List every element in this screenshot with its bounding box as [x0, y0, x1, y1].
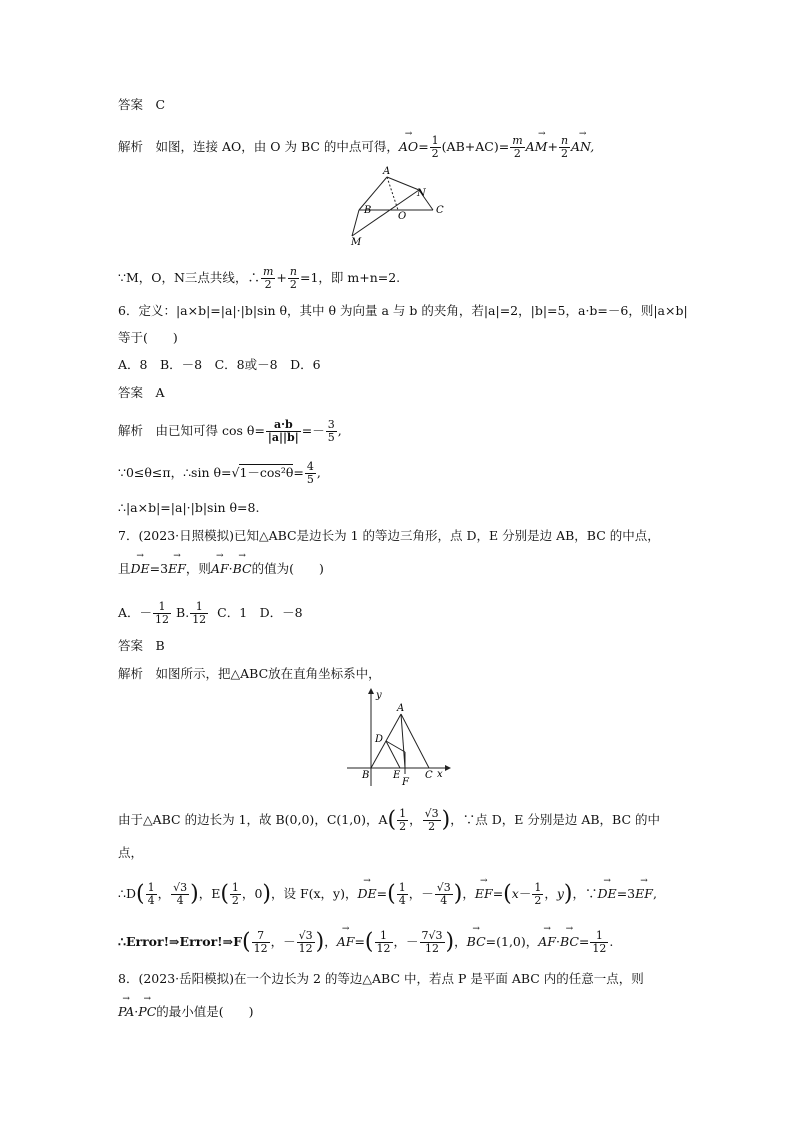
option-c-d: C．1 D．－8	[217, 605, 303, 620]
solution-text: ∵0≤θ≤π，∴sin θ=	[118, 465, 232, 480]
fraction-n-half: $\frac{n}{2}$	[289, 265, 297, 291]
fraction-four-fifths: $\frac{4}{5}$	[306, 460, 314, 486]
coordinate-diagram	[345, 686, 455, 790]
solution-text: 由于△ABC 的边长为 1，故 B(0,0)，C(1,0)，A	[118, 812, 388, 827]
solution-7-line-5: ∴Error!⇒Error!⇒F( $\frac{7}{12}$ ，－ $\frac{√3}{12}$ )，→ AF=( $\frac{1}{12}$ ，－ $\frac{7√3}{12}$ )，→ BC=(1,0)，→ AF·→ BC= $\frac{1}{12}$ .	[118, 930, 613, 955]
question-6-line-2: 等于( )	[118, 330, 178, 345]
vector-ef: → EF	[635, 886, 653, 902]
vector-bc: → BC	[560, 934, 579, 950]
fraction-sqrt3-12: $\frac{√3}{12}$	[298, 929, 313, 955]
fraction-m-half: $\frac{m}{2}$	[512, 134, 523, 160]
vector-af: → AF	[211, 561, 229, 577]
label-a: A	[383, 166, 391, 177]
vector-pc: → PC	[138, 1004, 156, 1020]
vector-af: → AF	[337, 934, 355, 950]
text: ，E	[198, 886, 221, 901]
text: 的值为( )	[251, 561, 324, 576]
answer-value: B	[155, 638, 165, 653]
text: ∴D	[118, 886, 136, 901]
equals: =	[376, 886, 388, 901]
text: =3	[149, 561, 169, 576]
answer-7	[118, 638, 165, 654]
solution-text: 如图，连接 AO，由 O 为 BC 的中点可得，	[155, 139, 399, 154]
solution-7-line-2: 由于△ABC 的边长为 1，故 B(0,0)，C(1,0)，A( $\frac{1}{2}$ ， $\frac{√3}{2}$ )，∵点 D，E 分别是边 AB，BC 的中	[118, 807, 661, 833]
text: ，则	[185, 561, 211, 576]
vector-ao: → AO	[399, 139, 418, 155]
label-x: x	[437, 769, 443, 780]
plus-sign: +	[276, 270, 287, 285]
fraction-quarter: $\frac{1}{4}$	[398, 881, 406, 907]
solution-7-line-4: ∴D( $\frac{1}{4}$ ， $\frac{√3}{4}$ )，E( $\frac{1}{2}$ ，0)，设 F(x，y)，→ DE=( $\frac{1}{4}$ ，－ $\frac{√3}{4}$ )，→ EF=(x－ $\frac{1}{2}$ ，y)，∵→ DE=3→ EF,	[118, 882, 657, 907]
text: ，	[324, 934, 337, 949]
sum-expression: (AB+AC)=	[441, 139, 510, 154]
fraction-sqrt3-half: $\frac{√3}{2}$	[424, 807, 439, 833]
label-c: C	[425, 770, 433, 781]
text: ，	[454, 934, 467, 949]
vector-de: → DE	[358, 886, 377, 902]
answer-label: 答案	[118, 385, 144, 400]
equals: =	[354, 934, 365, 949]
solution-7-line-1	[118, 666, 381, 682]
answer-6	[118, 385, 165, 401]
fraction-sqrt3-quarter: $\frac{√3}{4}$	[436, 881, 451, 907]
text: 且	[118, 561, 131, 576]
fraction-1-12: $\frac{1}{12}$	[592, 929, 607, 955]
var-x: x	[511, 886, 519, 901]
var-y: y	[556, 886, 564, 901]
solution-6-line-3: ∴|a×b|=|a|·|b|sin θ=8.	[118, 500, 260, 515]
text: ，	[462, 886, 475, 901]
text: =3	[616, 886, 636, 901]
fraction-m-half: $\frac{m}{2}$	[262, 265, 274, 291]
answer-label: 答案	[118, 638, 144, 653]
label-d: D	[375, 734, 384, 745]
vector-bc: → BC	[467, 934, 486, 950]
solution-5-line-2	[118, 266, 400, 291]
equals: =	[578, 934, 590, 949]
question-7-line-2: 且→ DE=3→ EF，则→ AF·→ BC的值为( )	[118, 561, 324, 577]
fraction-half: $\frac{1}{2}$	[231, 881, 239, 907]
label-b: B	[364, 205, 372, 216]
fraction-ab: $\frac{a\cdot b}{|a||b|}$	[267, 418, 299, 444]
vector-bc: → BC	[233, 561, 252, 577]
fraction-three-fifths: $\frac{3}{5}$	[327, 418, 335, 444]
question-8-line-1: 8．(2023·岳阳模拟)在一个边长为 2 的等边△ABC 中，若点 P 是平面 ABC 内的任意一点，则	[118, 971, 644, 986]
fraction-n-half: $\frac{n}{2}$	[560, 134, 569, 160]
equals: =	[492, 886, 504, 901]
solution-5-line-1: 解析 如图，连接 AO，由 O 为 BC 的中点可得，→ AO= $\frac{1}{2}$ (AB+AC)= $\frac{m}{2}$ → AM+ $\frac{n}{2}$ → AN,	[118, 135, 594, 160]
vector-de: → DE	[131, 561, 150, 577]
label-e: E	[393, 770, 401, 781]
label-a: A	[397, 703, 405, 714]
label-b: B	[362, 770, 370, 781]
solution-7-line-3: 点，	[118, 845, 144, 860]
zero: 0	[254, 886, 263, 901]
solution-text: 由已知可得 cos θ=	[155, 423, 265, 438]
vector-ef: → EF	[168, 561, 186, 577]
label-o: O	[398, 211, 407, 222]
label-c: C	[436, 205, 444, 216]
solution-label: 解析	[118, 139, 144, 154]
label-n: N	[417, 188, 426, 199]
option-b: B.	[176, 605, 190, 620]
question-6-line-1: 6．定义：|a×b|=|a|·|b|sin θ，其中 θ 为向量 a 与 b 的夹角，若|a|=2，|b|=5，a·b=－6，则|a×b|	[118, 303, 688, 318]
answer-value: A	[155, 385, 165, 400]
question-7-options	[118, 601, 303, 626]
fraction-sqrt3-quarter: $\frac{√3}{4}$	[173, 881, 188, 907]
question-8-line-2: → PA·→ PC的最小值是( )	[118, 1004, 254, 1020]
vector-am: → AM+	[526, 139, 558, 155]
fraction-half: $\frac{1}{2}$	[399, 807, 407, 833]
vector-an: → AN,	[571, 139, 594, 155]
solution-text: ，∵点 D，E 分别是边 AB，BC 的中	[450, 812, 661, 827]
triangle-diagram-1	[345, 164, 455, 248]
fraction-half: $\frac{1}{2}$	[534, 881, 542, 907]
answer-5	[118, 97, 165, 113]
vector-de: → DE	[598, 886, 617, 902]
text: ，设 F(x，y)，	[270, 886, 358, 901]
fraction-1-12: $\frac{1}{12}$	[376, 929, 391, 955]
solution-text: 如图所示，把△ABC放在直角坐标系中，	[155, 666, 381, 681]
vector-ef: → EF	[475, 886, 493, 902]
answer-value: C	[155, 97, 166, 112]
vector-af: → AF	[538, 934, 556, 950]
solution-6-line-1: 解析 由已知可得 cos θ= $\frac{a\cdot b}{|a||b|}$ =－ $\frac{3}{5}$ ,	[118, 418, 342, 444]
vector-pa: → PA	[118, 1004, 134, 1020]
text: 的最小值是( )	[156, 1004, 254, 1019]
equals-minus: =－	[301, 423, 325, 438]
option-a: A．－	[118, 605, 153, 620]
fraction-1-12: $\frac{1}{12}$	[155, 600, 170, 626]
fraction-half: $\frac{1}{2}$	[431, 134, 439, 160]
label-m: M	[351, 237, 362, 248]
text: =(1,0)，	[485, 934, 539, 949]
fraction-7sqrt3-12: $\frac{7√3}{12}$	[421, 929, 443, 955]
fraction-1-12: $\frac{1}{12}$	[192, 600, 207, 626]
label-f: F	[402, 777, 409, 788]
solution-6-line-2: ∵0≤θ≤π，∴sin θ=√1－cos²θ= $\frac{4}{5}$ ,	[118, 460, 321, 486]
sqrt-sign: √	[231, 465, 240, 480]
answer-label: 答案	[118, 97, 144, 112]
solution-label: 解析	[118, 666, 144, 681]
text: ，∵	[572, 886, 598, 901]
text: ∴Error!⇒Error!⇒F	[118, 934, 242, 949]
radicand: 1－cos²θ	[239, 465, 294, 480]
solution-text: =1，即 m+n=2.	[299, 270, 401, 285]
question-7-line-1: 7．(2023·日照模拟)已知△ABC是边长为 1 的等边三角形，点 D，E 分别是边 AB，BC 的中点，	[118, 528, 660, 543]
question-6-options: A．8 B．－8 C．8或－8 D．6	[118, 357, 321, 372]
label-y: y	[376, 690, 382, 701]
solution-text: ∵M，O，N三点共线，∴	[118, 270, 260, 285]
solution-label: 解析	[118, 423, 144, 438]
fraction-7-12: $\frac{7}{12}$	[253, 929, 268, 955]
fraction-quarter: $\frac{1}{4}$	[147, 881, 155, 907]
